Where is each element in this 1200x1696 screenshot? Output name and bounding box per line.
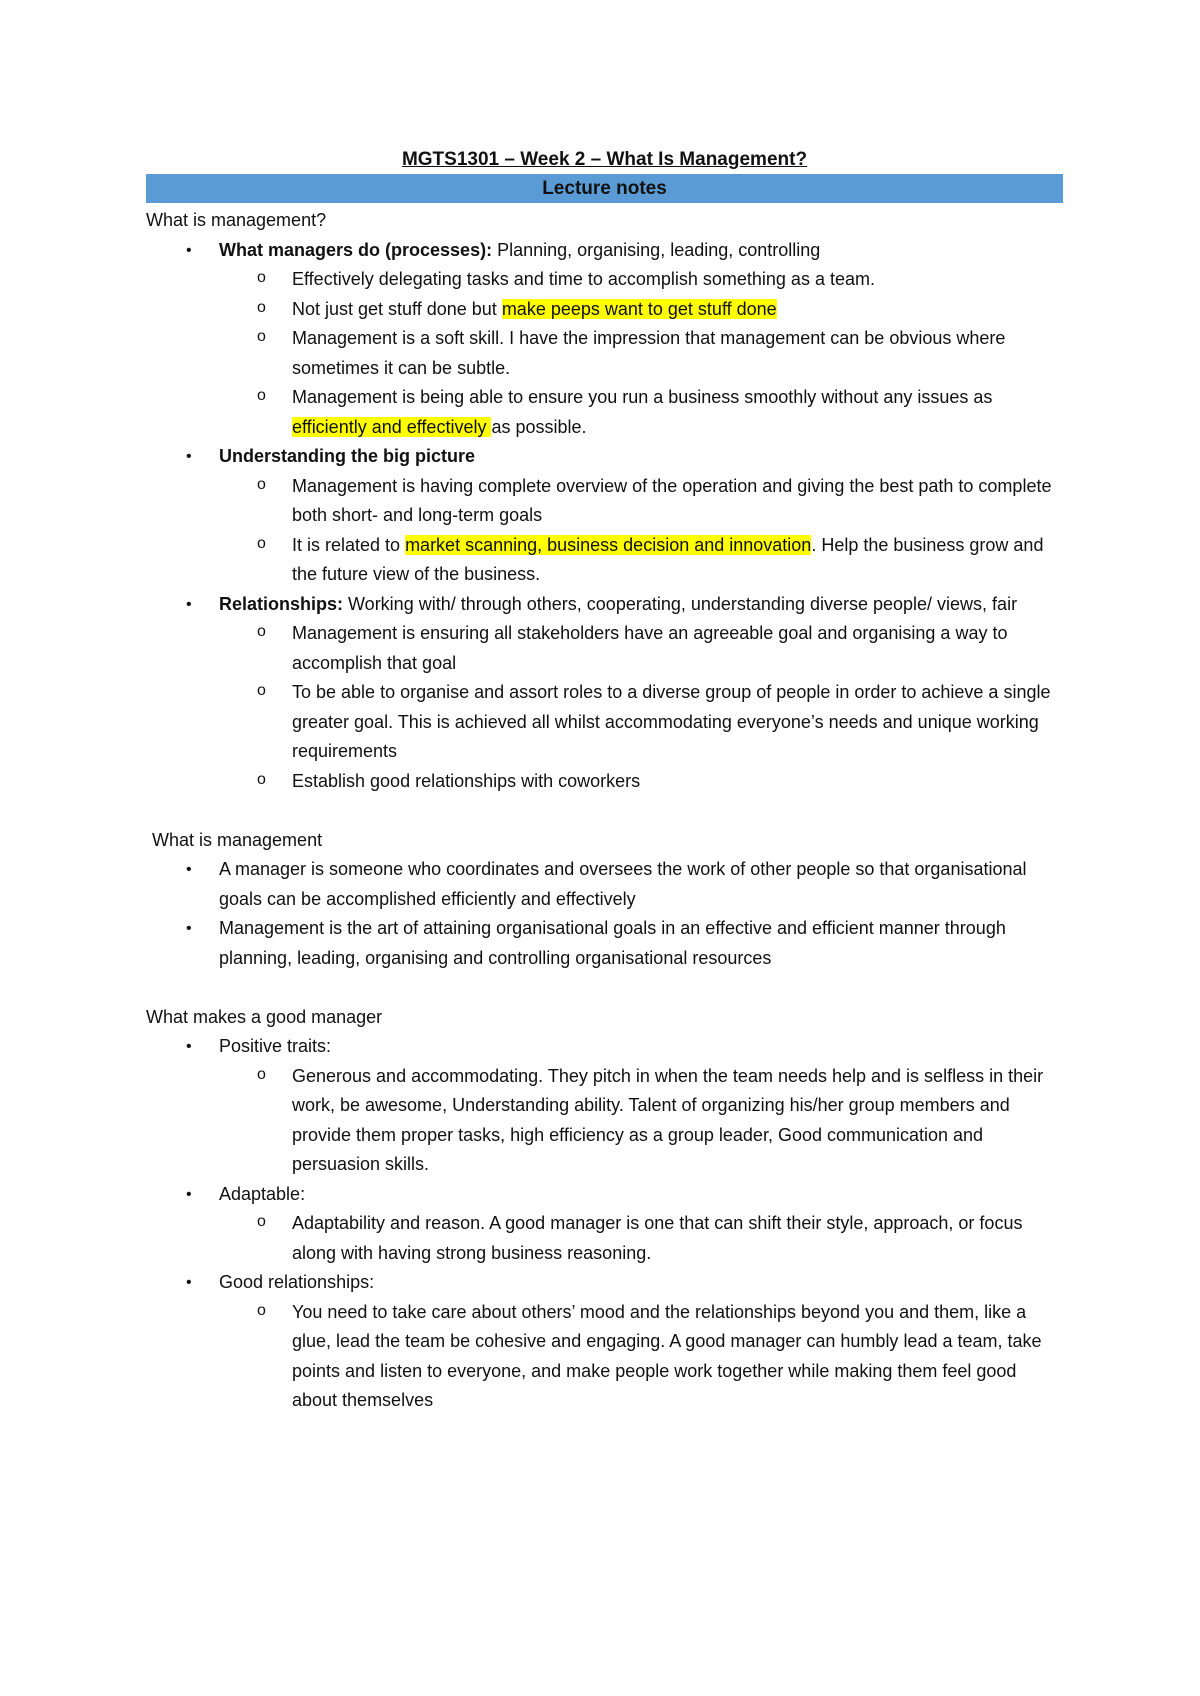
section-2-list [146,855,1063,973]
list-item: • Understanding the big picture [146,442,1063,472]
sub-list-item: o It is related to market scanning, business decision and innovation. Help the business grow and the future view of the business. [146,531,1063,590]
list-item: • A manager is someone who coordinates and oversees the work of other people so that organisational goals can be accomplished efficiently and effectively [146,855,1063,914]
bullet-icon: • [186,1185,192,1203]
sub-list-item: o You need to take care about others’ mood and the relationships beyond you and them, like a glue, lead the team be cohesive and engaging. A good manager can humbly lead a team, take points and listen to everyone, and make people work together while making them feel good about themselves [146,1298,1063,1416]
circle-bullet-icon: o [257,475,266,493]
list-item: • Good relationships: [146,1268,1063,1298]
circle-bullet-icon: o [257,1301,266,1319]
sub-list-item: o Management is having complete overview of the operation and giving the best path to complete both short- and long-term goals [146,472,1063,531]
list-item: • Management is the art of attaining organisational goals in an effective and efficient manner through planning, leading, organising and controlling organisational resources [146,914,1063,973]
circle-bullet-icon: o [257,1213,266,1230]
bullet-icon: • [186,595,192,613]
sub-list-item: o Adaptability and reason. A good manager is one that can shift their style, approach, or focus along with having strong business reasoning. [146,1209,1063,1268]
circle-bullet-icon: o [257,682,266,699]
circle-bullet-icon: o [257,534,266,552]
document-title: MGTS1301 – Week 2 – What Is Management? [401,149,808,170]
bullet-icon: • [186,861,192,878]
section-1-list [146,236,1063,797]
highlighted-text: efficiently and effectively [292,416,492,437]
list-item: • Relationships: Working with/ through others, cooperating, understanding diverse people/ views, fair [146,590,1063,620]
sub-list-item: o Establish good relationships with coworkers [146,767,1063,797]
circle-bullet-icon: o [257,298,266,316]
bullet-icon: • [186,241,192,259]
sub-list-item: o Management is ensuring all stakeholders have an agreeable goal and organising a way to accomplish that goal [146,619,1063,678]
sub-list-item: o Generous and accommodating. They pitch in when the team needs help and is selfless in their work, be awesome, Understanding ability. Talent of organizing his/her group members and provide them proper tasks, high efficiency as a group leader, Good communication and persuasion skills. [146,1062,1063,1180]
section-heading-what-is-management-2: What is management [152,829,323,850]
section-heading-what-is-management: What is management? [146,210,327,230]
spacer [146,796,1063,826]
highlighted-text: market scanning, business decision and innovation [405,534,812,555]
sub-list-item: o Effectively delegating tasks and time to accomplish something as a team. [146,265,1063,295]
sub-list-item: o Management is a soft skill. I have the impression that management can be obvious where sometimes it can be subtle. [146,324,1063,383]
lecture-notes-banner: Lecture notes [146,174,1063,203]
bullet-icon: • [186,1274,192,1291]
sub-list-item: o Not just get stuff done but make peeps want to get stuff done [146,295,1063,325]
circle-bullet-icon: o [257,328,266,345]
spacer [146,973,1063,1003]
list-item: • What managers do (processes): Planning, organising, leading, controlling [146,236,1063,266]
circle-bullet-icon: o [257,387,266,404]
bullet-icon: • [186,1038,192,1055]
list-item: • Adaptable: [146,1180,1063,1210]
sub-list-item: o Management is being able to ensure you run a business smoothly without any issues as efficiently and effectively as possible. [146,383,1063,442]
section-3-list [146,1032,1063,1416]
section-heading-good-manager: What makes a good manager [146,1006,383,1027]
circle-bullet-icon: o [257,623,266,640]
circle-bullet-icon: o [257,1065,266,1083]
document-body [146,206,1063,1416]
sub-list-item: o To be able to organise and assort roles to a diverse group of people in order to achieve a single greater goal. This is achieved all whilst accommodating everyone’s needs and unique working requirements [146,678,1063,767]
highlighted-text: make peeps want to get stuff done [501,298,777,319]
circle-bullet-icon: o [257,269,266,286]
circle-bullet-icon: o [257,770,266,788]
bullet-icon: • [186,448,192,465]
list-item: • Positive traits: [146,1032,1063,1062]
bullet-icon: • [186,920,192,937]
